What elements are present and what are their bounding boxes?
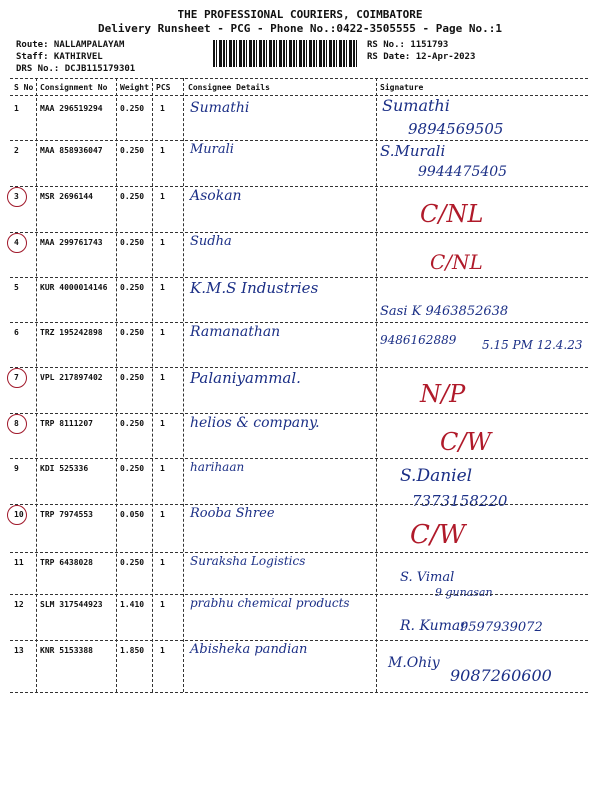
row-consignee: Suraksha Logistics xyxy=(190,554,306,568)
page-title: THE PROFESSIONAL COURIERS, COIMBATORE xyxy=(177,8,423,21)
row-consignment-no: MSR 2696144 xyxy=(40,192,93,201)
row-signature: C/NL xyxy=(430,250,483,274)
row-consignee: K.M.S Industries xyxy=(190,279,319,297)
row-rule xyxy=(10,504,588,505)
col-sno: S No xyxy=(14,83,34,92)
row-weight: 0.250 xyxy=(120,419,145,428)
row-sno: 8 xyxy=(14,419,19,428)
row-signature: N/P xyxy=(420,380,466,408)
row-rule xyxy=(10,413,588,414)
sno-circle-mark xyxy=(7,414,27,434)
row-pcs: 1 xyxy=(160,146,165,155)
row-sno: 2 xyxy=(14,146,19,155)
sno-circle-mark xyxy=(7,505,27,525)
row-consignment-no: TRP 7974553 xyxy=(40,510,93,519)
row-weight: 0.250 xyxy=(120,104,145,113)
row-consignment-no: KUR 4000014146 xyxy=(40,283,108,292)
staff: Staff: KATHIRVEL xyxy=(16,52,103,62)
row-pcs: 1 xyxy=(160,238,165,247)
row-rule xyxy=(10,140,588,141)
row-weight: 0.050 xyxy=(120,510,145,519)
header-rule xyxy=(10,95,588,96)
row-consignment-no: MAA 299761743 xyxy=(40,238,103,247)
row-consignee: Palaniyammal. xyxy=(190,369,301,387)
row-weight: 0.250 xyxy=(120,373,145,382)
row-signature: S.Daniel xyxy=(400,466,473,486)
row-consignment-no: TRZ 195242898 xyxy=(40,328,103,337)
rs-number: RS No.: 1151793 xyxy=(367,40,449,50)
row-rule xyxy=(10,277,588,278)
table-top-rule xyxy=(10,78,588,79)
row-weight: 0.250 xyxy=(120,558,145,567)
col-signature: Signature xyxy=(380,83,424,92)
row-sno: 7 xyxy=(14,373,19,382)
row-pcs: 1 xyxy=(160,510,165,519)
row-rule xyxy=(10,367,588,368)
rs-date: RS Date: 12-Apr-2023 xyxy=(367,52,476,62)
row-rule xyxy=(10,322,588,323)
row-signature: 9486162889 xyxy=(380,333,457,347)
row-pcs: 1 xyxy=(160,600,165,609)
row-rule xyxy=(10,640,588,641)
row-pcs: 1 xyxy=(160,558,165,567)
row-rule xyxy=(10,692,588,693)
row-sno: 9 xyxy=(14,464,19,473)
row-sno: 13 xyxy=(14,646,24,655)
row-consignment-no: KNR 5153388 xyxy=(40,646,93,655)
row-sno: 4 xyxy=(14,238,19,247)
row-pcs: 1 xyxy=(160,192,165,201)
col-divider xyxy=(183,78,184,692)
row-rule xyxy=(10,186,588,187)
row-pcs: 1 xyxy=(160,373,165,382)
col-divider xyxy=(376,78,377,692)
row-weight: 0.250 xyxy=(120,283,145,292)
sno-circle-mark xyxy=(7,187,27,207)
row-signature: Sumathi xyxy=(382,96,450,115)
row-signature: C/NL xyxy=(420,200,484,228)
col-divider xyxy=(36,78,37,692)
row-weight: 0.250 xyxy=(120,192,145,201)
row-signature-note: 9087260600 xyxy=(450,666,552,685)
row-signature: Sasi K 9463852638 xyxy=(380,304,509,319)
row-signature: M.Ohiy xyxy=(388,655,440,671)
page-subtitle: Delivery Runsheet - PCG - Phone No.:0422-3505555 - Page No.:1 xyxy=(98,22,502,35)
row-sno: 12 xyxy=(14,600,24,609)
row-pcs: 1 xyxy=(160,104,165,113)
row-consignment-no: TRP 8111207 xyxy=(40,419,93,428)
row-pcs: 1 xyxy=(160,419,165,428)
row-consignee: Murali xyxy=(190,142,234,157)
row-consignment-no: KDI 525336 xyxy=(40,464,89,473)
row-pcs: 1 xyxy=(160,464,165,473)
row-signature: C/W xyxy=(410,520,466,550)
row-consignment-no: VPL 217897402 xyxy=(40,373,103,382)
row-signature: S. Vimal xyxy=(400,570,455,585)
row-consignee: Rooba Shree xyxy=(190,506,275,521)
row-consignment-no: MAA 858936047 xyxy=(40,146,103,155)
row-signature: S.Murali xyxy=(380,142,446,160)
sno-circle-mark xyxy=(7,368,27,388)
col-pcs: PCS xyxy=(156,83,171,92)
row-pcs: 1 xyxy=(160,646,165,655)
row-consignee: harihaan xyxy=(190,460,245,474)
row-rule xyxy=(10,232,588,233)
row-signature-note: 7373158220 xyxy=(412,492,508,510)
row-sno: 10 xyxy=(14,510,24,519)
row-signature: C/W xyxy=(440,428,492,456)
row-signature: R. Kumar xyxy=(400,618,467,634)
row-sno: 5 xyxy=(14,283,19,292)
row-weight: 1.410 xyxy=(120,600,145,609)
drs-number: DRS No.: DCJB115179301 xyxy=(16,64,136,74)
row-weight: 0.250 xyxy=(120,146,145,155)
row-sno: 3 xyxy=(14,192,19,201)
barcode xyxy=(213,40,358,67)
row-signature-note: 9944475405 xyxy=(418,164,508,180)
row-signature-note: 9 gunasan xyxy=(435,586,493,599)
row-rule xyxy=(10,458,588,459)
row-rule xyxy=(10,552,588,553)
col-consignee: Consignee Details xyxy=(188,83,270,92)
row-weight: 0.250 xyxy=(120,464,145,473)
row-weight: 1.850 xyxy=(120,646,145,655)
row-consignee: Ramanathan xyxy=(190,324,281,340)
col-consignment: Consignment No xyxy=(40,83,108,92)
route: Route: NALLAMPALAYAM xyxy=(16,40,125,50)
col-divider xyxy=(152,78,153,692)
row-signature-note: 9597939072 xyxy=(460,620,543,635)
row-sno: 6 xyxy=(14,328,19,337)
row-sno: 1 xyxy=(14,104,19,113)
row-consignee: Abisheka pandian xyxy=(190,642,308,657)
row-consignee: prabhu chemical products xyxy=(190,596,350,610)
row-weight: 0.250 xyxy=(120,238,145,247)
row-consignee: Sudha xyxy=(190,234,232,249)
row-consignee: Sumathi xyxy=(190,100,250,116)
row-consignee: helios & company. xyxy=(190,415,320,431)
row-consignment-no: MAA 296519294 xyxy=(40,104,103,113)
row-consignment-no: TRP 6438028 xyxy=(40,558,93,567)
row-pcs: 1 xyxy=(160,328,165,337)
row-signature-note: 9894569505 xyxy=(408,120,504,138)
col-divider xyxy=(116,78,117,692)
row-weight: 0.250 xyxy=(120,328,145,337)
row-signature-note: 5.15 PM 12.4.23 xyxy=(482,338,583,352)
sno-circle-mark xyxy=(7,233,27,253)
row-consignee: Asokan xyxy=(190,188,242,204)
row-pcs: 1 xyxy=(160,283,165,292)
row-consignment-no: SLM 317544923 xyxy=(40,600,103,609)
row-sno: 11 xyxy=(14,558,24,567)
row-rule xyxy=(10,594,588,595)
col-weight: Weight xyxy=(120,83,149,92)
